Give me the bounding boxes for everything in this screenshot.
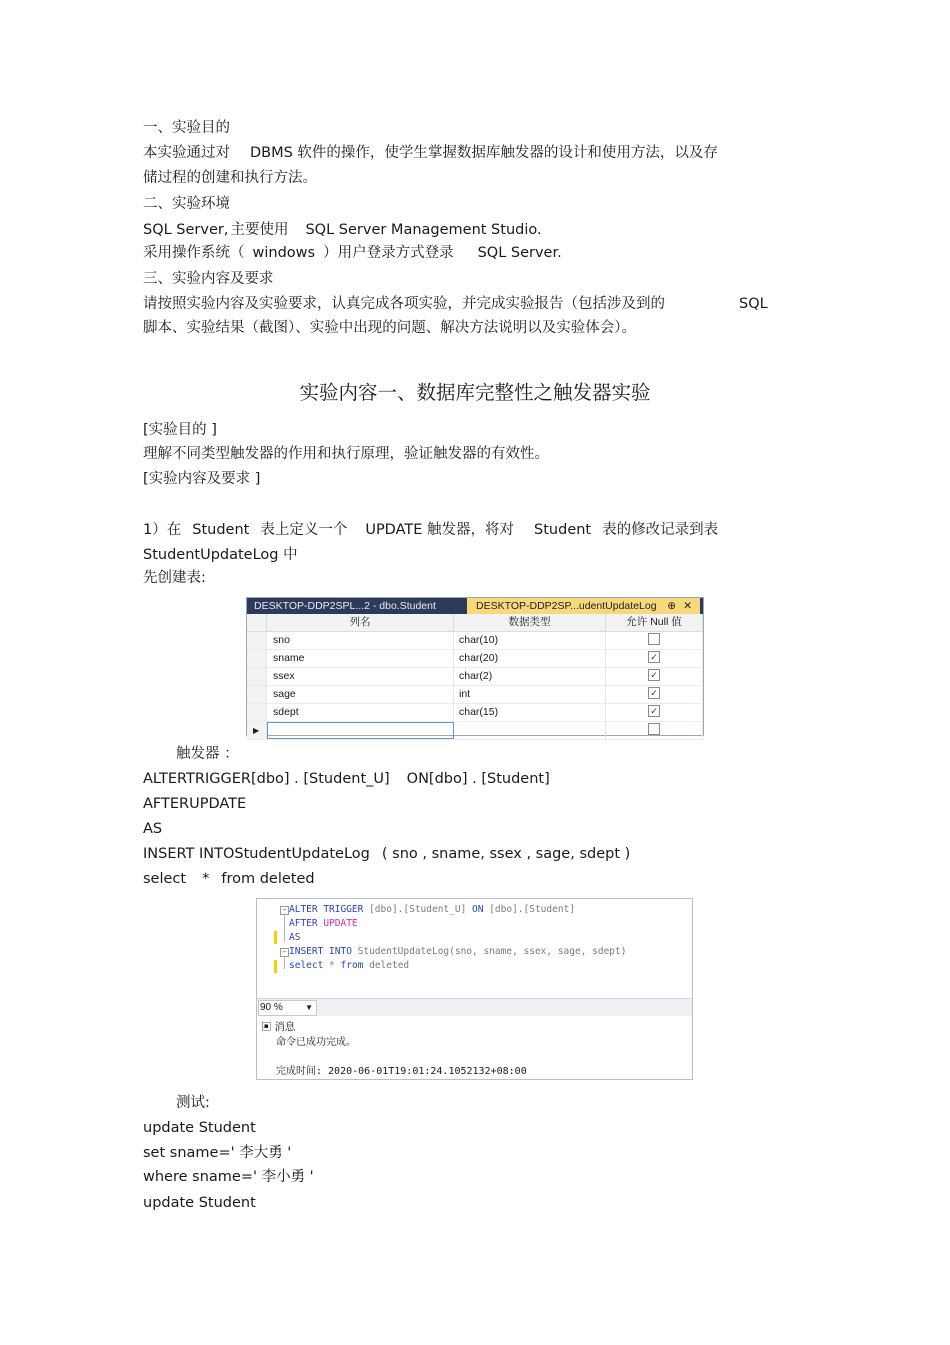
new-column-name-input[interactable] bbox=[267, 722, 454, 739]
header-data-type: 数据类型 bbox=[454, 614, 606, 631]
messages-tab[interactable]: ▣ 消息 bbox=[261, 1021, 296, 1033]
section3-title: 三、实验内容及要求 bbox=[143, 271, 274, 287]
section1-title: 一、实验目的 bbox=[143, 120, 230, 136]
allow-null-cell bbox=[606, 686, 703, 703]
fold-guide bbox=[284, 956, 285, 969]
row-selector[interactable] bbox=[247, 668, 267, 685]
allow-null-cell bbox=[606, 722, 703, 739]
allow-null-cell bbox=[606, 632, 703, 649]
new-data-type-cell[interactable] bbox=[454, 722, 606, 739]
create-table-first: 先创建表: bbox=[143, 570, 206, 586]
section2-title: 二、实验环境 bbox=[143, 196, 230, 212]
column-grid bbox=[247, 614, 703, 740]
allow-null-checkbox[interactable]: ✓ bbox=[648, 687, 660, 699]
row-pointer-icon: ▶ bbox=[253, 726, 260, 735]
content-label: [实验内容及要求 ] bbox=[143, 471, 261, 487]
allow-null-cell bbox=[606, 668, 703, 685]
designer-tab-bar bbox=[247, 598, 703, 614]
collapse-icon[interactable]: − bbox=[280, 948, 289, 957]
table-row[interactable] bbox=[247, 668, 703, 686]
table-row[interactable] bbox=[247, 650, 703, 668]
trigger-label: 触发器 ： bbox=[176, 746, 239, 762]
code-line-alter: ALTERTRIGGER[dbo] . [Student_U] ON[dbo] . [Student] bbox=[143, 771, 550, 787]
column-name-cell[interactable]: sdept bbox=[267, 704, 454, 721]
editor-status-bar bbox=[257, 998, 692, 1016]
fold-guide bbox=[284, 914, 285, 942]
sql-line-as: AS bbox=[289, 932, 301, 943]
row-selector[interactable] bbox=[247, 632, 267, 649]
sql-line-select: select * from deleted bbox=[289, 960, 410, 971]
environment-line2: 采用操作系统（ windows ）用户登录方式登录 SQL Server. bbox=[143, 245, 562, 261]
task1-line1: 1）在 Student 表上定义一个 UPDATE 触发器，将对 Student 表的修改记录到表 bbox=[143, 522, 719, 538]
zoom-value: 90 % bbox=[260, 1002, 283, 1013]
section1-paragraph-line1: 本实验通过对 DBMS 软件的操作，使学生掌握数据库触发器的设计和使用方法，以及存 bbox=[143, 145, 718, 161]
column-name-cell[interactable]: sno bbox=[267, 632, 454, 649]
tab-dbo-student[interactable]: DESKTOP-DDP2SPL...2 - dbo.Student bbox=[254, 600, 436, 612]
new-row[interactable] bbox=[247, 722, 703, 740]
experiment-title: 实验内容一、数据库完整性之触发器实验 bbox=[299, 381, 651, 404]
column-name-cell[interactable]: sage bbox=[267, 686, 454, 703]
query-editor-screenshot bbox=[256, 898, 693, 1080]
allow-null-checkbox[interactable] bbox=[648, 633, 660, 645]
purpose-text: 理解不同类型触发器的作用和执行原理，验证触发器的有效性。 bbox=[143, 446, 549, 462]
row-selector[interactable] bbox=[247, 650, 267, 667]
data-type-cell[interactable]: char(10) bbox=[454, 632, 606, 649]
close-icon[interactable]: ✕ bbox=[683, 600, 692, 612]
completion-time: 完成时间: 2020-06-01T19:01:24.1052132+08:00 bbox=[276, 1066, 527, 1077]
header-column-name: 列名 bbox=[267, 614, 454, 631]
change-marker bbox=[274, 931, 277, 944]
change-marker bbox=[274, 960, 277, 973]
collapse-icon[interactable]: − bbox=[280, 906, 289, 915]
row-selector[interactable] bbox=[247, 686, 267, 703]
test-line3: where sname=' 李小勇 ' bbox=[143, 1169, 314, 1185]
test-line4: update Student bbox=[143, 1195, 256, 1211]
column-name-cell[interactable]: ssex bbox=[267, 668, 454, 685]
allow-null-checkbox[interactable] bbox=[648, 723, 660, 735]
data-type-cell[interactable]: int bbox=[454, 686, 606, 703]
environment-line1: SQL Server, 主要使用 SQL Server Management Studio. bbox=[143, 222, 542, 238]
row-selector[interactable] bbox=[247, 722, 267, 739]
sql-line-alter: ALTER TRIGGER [dbo].[Student_U] ON [dbo].[Student] bbox=[289, 904, 575, 915]
sql-line-after: AFTER UPDATE bbox=[289, 918, 358, 929]
purpose-label: [实验目的 ] bbox=[143, 422, 217, 438]
code-line-after: AFTERUPDATE bbox=[143, 796, 247, 812]
table-row[interactable] bbox=[247, 704, 703, 722]
allow-null-checkbox[interactable]: ✓ bbox=[648, 705, 660, 717]
messages-icon: ▣ bbox=[261, 1021, 272, 1033]
data-type-cell[interactable]: char(20) bbox=[454, 650, 606, 667]
code-line-select: select * from deleted bbox=[143, 871, 315, 887]
requirements-line1: 请按照实验内容及实验要求，认真完成各项实验，并完成实验报告（包括涉及到的 SQL bbox=[143, 296, 768, 312]
sql-line-insert: INSERT INTO StudentUpdateLog(sno, sname, ssex, sage, sdept) bbox=[289, 946, 627, 957]
allow-null-cell bbox=[606, 704, 703, 721]
table-row[interactable] bbox=[247, 632, 703, 650]
allow-null-checkbox[interactable]: ✓ bbox=[648, 669, 660, 681]
header-corner bbox=[247, 614, 267, 631]
section1-paragraph-line2: 储过程的创建和执行方法。 bbox=[143, 170, 317, 186]
data-type-cell[interactable]: char(15) bbox=[454, 704, 606, 721]
tab-student-update-log[interactable] bbox=[469, 598, 700, 614]
chevron-down-icon: ▼ bbox=[305, 1003, 313, 1012]
row-selector[interactable] bbox=[247, 704, 267, 721]
test-label: 测试: bbox=[176, 1095, 210, 1111]
code-line-as: AS bbox=[143, 821, 163, 837]
allow-null-cell bbox=[606, 650, 703, 667]
requirements-line2: 脚本、实验结果（截图）、实验中出现的问题、解决方法说明以及实验体会）。 bbox=[143, 320, 636, 336]
data-type-cell[interactable]: char(2) bbox=[454, 668, 606, 685]
table-row[interactable] bbox=[247, 686, 703, 704]
task1-line2: StudentUpdateLog 中 bbox=[143, 547, 298, 563]
table-designer-screenshot bbox=[246, 597, 704, 736]
zoom-dropdown[interactable] bbox=[258, 1000, 317, 1016]
code-line-insert: INSERT INTOStudentUpdateLog ( sno , sname, ssex , sage, sdept ) bbox=[143, 846, 631, 862]
messages-pane bbox=[257, 1016, 692, 1078]
success-message: 命令已成功完成。 bbox=[276, 1037, 356, 1048]
code-editor[interactable] bbox=[257, 899, 692, 997]
grid-header bbox=[247, 614, 703, 632]
test-line1: update Student bbox=[143, 1120, 256, 1136]
tab-title: DESKTOP-DDP2SP...udentUpdateLog bbox=[476, 600, 657, 612]
pin-icon[interactable]: ⊕ bbox=[667, 600, 676, 612]
column-name-cell[interactable]: sname bbox=[267, 650, 454, 667]
header-allow-null: 允许 Null 值 bbox=[606, 614, 703, 631]
allow-null-checkbox[interactable]: ✓ bbox=[648, 651, 660, 663]
test-line2: set sname=' 李大勇 ' bbox=[143, 1145, 292, 1161]
